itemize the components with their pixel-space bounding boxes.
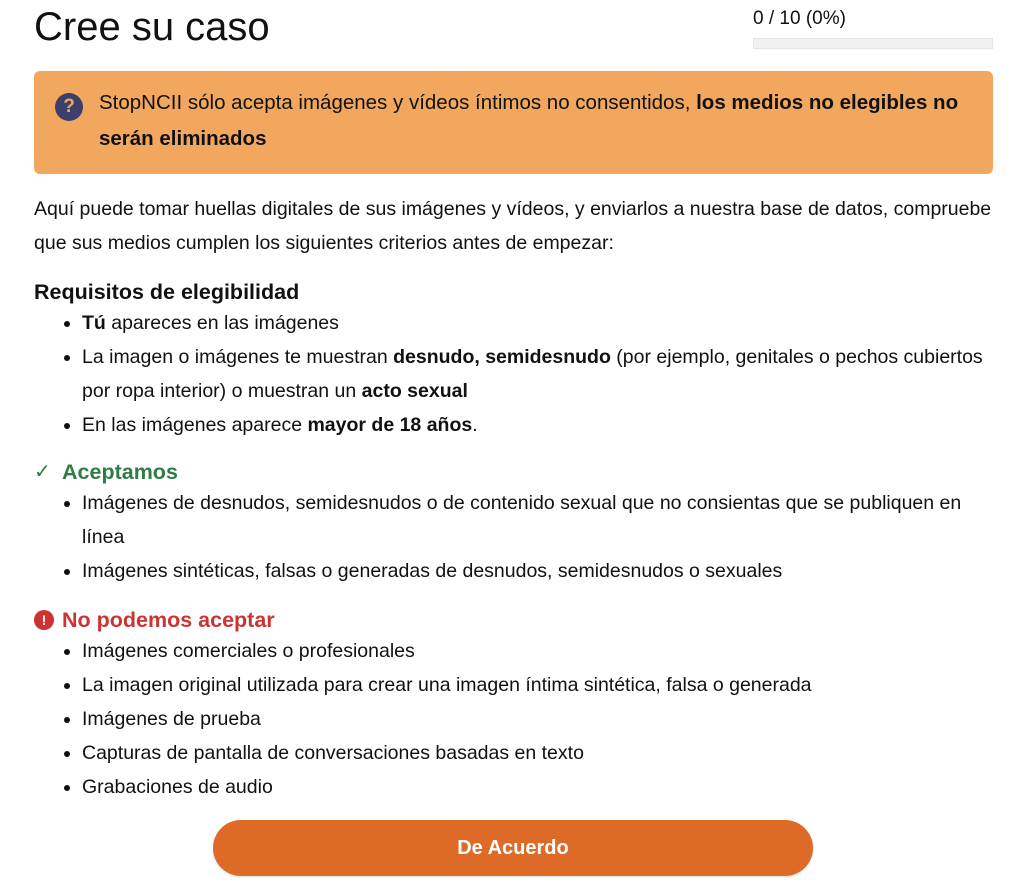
eligibility-list	[34, 306, 992, 442]
list-item	[82, 408, 992, 442]
list-item	[82, 340, 992, 408]
agree-button[interactable]: De Acuerdo	[213, 820, 813, 876]
intro-text: Aquí puede tomar huellas digitales de sus imágenes y vídeos, y enviarlos a nuestra base de datos, compruebe que sus medios cumplen los siguientes criterios antes de empezar:	[34, 198, 992, 254]
list-item: • Imágenes sintéticas, falsas o generadas de desnudos, semidesnudos o sexuales	[82, 554, 992, 588]
progress-label: 0 / 10 (0%)	[753, 8, 846, 29]
page-title: Cree su caso	[34, 5, 270, 49]
progress-indicator	[753, 8, 993, 49]
rejected-heading	[34, 606, 275, 634]
progress-bar	[753, 38, 993, 49]
eligibility-heading	[34, 278, 299, 306]
list-item-bold: desnudo, semidesnudo	[393, 346, 611, 368]
list-item-text: apareces en las imágenes	[105, 312, 339, 334]
notice-text-bold: los medios no elegibles no serán eliminados	[99, 91, 959, 150]
list-item: • Imágenes comerciales o profesionales	[82, 634, 992, 668]
list-item: • Grabaciones de audio	[82, 770, 992, 804]
list-item-text: .	[472, 414, 478, 436]
question-icon: ?	[55, 93, 83, 121]
notice-text	[99, 85, 969, 157]
list-item: • Capturas de pantalla de conversaciones basadas en texto	[82, 736, 992, 770]
eligibility-notice	[34, 71, 993, 174]
list-item: • Imágenes de desnudos, semidesnudos o de contenido sexual que no consientas que se publiquen en línea	[82, 486, 992, 554]
rejected-heading-label: No podemos aceptar	[62, 608, 275, 632]
alert-icon: !	[34, 610, 54, 630]
accepted-list	[34, 486, 992, 588]
list-item: • La imagen original utilizada para crear una imagen íntima sintética, falsa o generada	[82, 668, 992, 702]
notice-text-normal: StopNCII sólo acepta imágenes y vídeos íntimos no consentidos,	[99, 91, 697, 114]
list-item	[82, 306, 992, 340]
list-item-text: (por ejemplo, genitales o pechos cubiertos por ropa interior) o muestran un	[82, 346, 983, 402]
list-item-text: En las imágenes aparece	[82, 414, 308, 436]
accepted-heading-label: Aceptamos	[62, 460, 178, 484]
accepted-heading	[34, 458, 178, 486]
list-item-bold: acto sexual	[361, 380, 468, 402]
list-item-bold: Tú	[82, 312, 106, 334]
check-icon: ✓	[34, 461, 51, 483]
eligibility-heading-label: Requisitos de elegibilidad	[34, 280, 300, 304]
list-item-text: La imagen o imágenes te muestran	[82, 346, 394, 368]
rejected-list	[34, 634, 992, 804]
list-item: • Imágenes de prueba	[82, 702, 992, 736]
list-item-bold: mayor de 18 años	[307, 414, 473, 436]
